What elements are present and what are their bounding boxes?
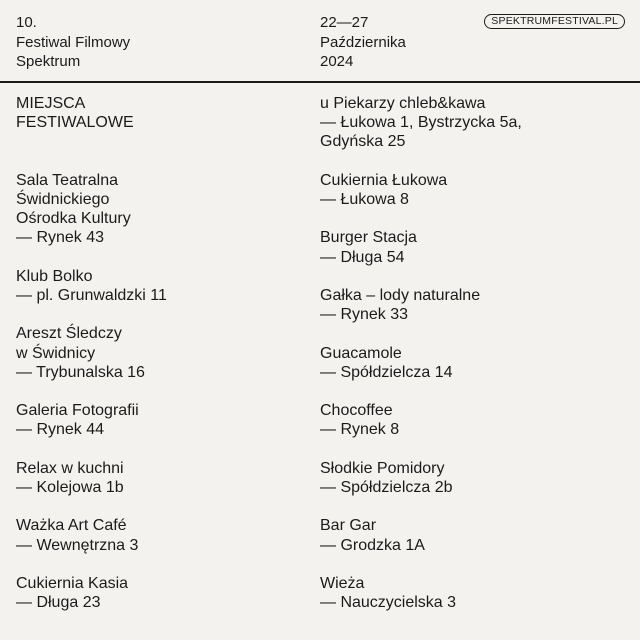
venue-areszt-sledczy: Areszt Śledczy w Świdnicy — Trybunalska 16 bbox=[16, 324, 306, 382]
venue-u-piekarzy: u Piekarzy chleb&kawa — Łukowa 1, Bystrzycka 5a, Gdyńska 25 bbox=[320, 94, 630, 152]
venue-klub-bolko: Klub Bolko — pl. Grunwaldzki 11 bbox=[16, 267, 306, 305]
venue-address: — Rynek 43 bbox=[16, 229, 105, 247]
festival-edition bbox=[16, 13, 130, 72]
venue-address: — Rynek 33 bbox=[320, 306, 409, 324]
venue-burger-stacja: Burger Stacja — Długa 54 bbox=[320, 228, 630, 266]
venue-address: — Nauczycielska 3 bbox=[320, 594, 457, 612]
venue-address: — Rynek 8 bbox=[320, 421, 400, 439]
venue-galeria-fotografii: Galeria Fotografii — Rynek 44 bbox=[16, 401, 306, 439]
venue-galka-lody: Gałka – lody naturalne — Rynek 33 bbox=[320, 286, 630, 324]
date-year: 2024 bbox=[320, 53, 354, 70]
festival-name-line-1: Festiwal Filmowy bbox=[16, 33, 131, 51]
right-column bbox=[320, 94, 630, 632]
venue-address: — Wewnętrzna 3 bbox=[16, 536, 139, 554]
poster-header bbox=[0, 13, 640, 73]
festival-name-line-2: Spektrum bbox=[16, 53, 81, 70]
venue-address-cont: Gdyńska 25 bbox=[320, 133, 406, 151]
venue-address: — Trybunalska 16 bbox=[16, 363, 145, 381]
venue-wazka-art-cafe: Ważka Art Café — Wewnętrzna 3 bbox=[16, 516, 306, 554]
venue-address: — Spółdzielcza 14 bbox=[320, 363, 453, 381]
venue-sala-teatralna: Sala Teatralna Świdnickiego Ośrodka Kultury — Rynek 43 bbox=[16, 171, 306, 248]
edition-number: 10. bbox=[16, 14, 37, 31]
venue-address: — Łukowa 1, Bystrzycka 5a, bbox=[320, 114, 522, 132]
header-divider bbox=[0, 81, 640, 83]
venue-address: — Długa 23 bbox=[16, 594, 101, 612]
venue-address: — Łukowa 8 bbox=[320, 191, 409, 208]
venue-address: — pl. Grunwaldzki 11 bbox=[16, 287, 167, 304]
date-month: Października bbox=[320, 33, 406, 51]
venue-address: — Grodzka 1A bbox=[320, 536, 425, 554]
venue-wieza: Wieża — Nauczycielska 3 bbox=[320, 574, 630, 612]
festival-dates bbox=[320, 13, 406, 72]
venue-guacamole: Guacamole — Spółdzielcza 14 bbox=[320, 344, 630, 382]
venue-address: — Długa 54 bbox=[320, 248, 405, 266]
venue-address: — Kolejowa 1b bbox=[16, 478, 124, 496]
venue-address: — Spółdzielcza 2b bbox=[320, 478, 453, 496]
venue-chocoffee: Chocoffee — Rynek 8 bbox=[320, 401, 630, 439]
venue-cukiernia-lukowa: Cukiernia Łukowa — Łukowa 8 bbox=[320, 171, 630, 209]
venue-relax-w-kuchni: Relax w kuchni — Kolejowa 1b bbox=[16, 459, 306, 497]
venue-address: — Rynek 44 bbox=[16, 421, 105, 439]
section-title: MIEJSCA FESTIWALOWE bbox=[16, 95, 134, 132]
venue-cukiernia-kasia: Cukiernia Kasia — Długa 23 bbox=[16, 574, 306, 612]
venue-bar-gar: Bar Gar — Grodzka 1A bbox=[320, 516, 630, 554]
date-range: 22—27 bbox=[320, 14, 369, 31]
left-column bbox=[16, 94, 306, 632]
venue-slodkie-pomidory: Słodkie Pomidory — Spółdzielcza 2b bbox=[320, 459, 630, 497]
website-badge[interactable]: SPEKTRUMFESTIVAL.PL bbox=[484, 14, 625, 29]
